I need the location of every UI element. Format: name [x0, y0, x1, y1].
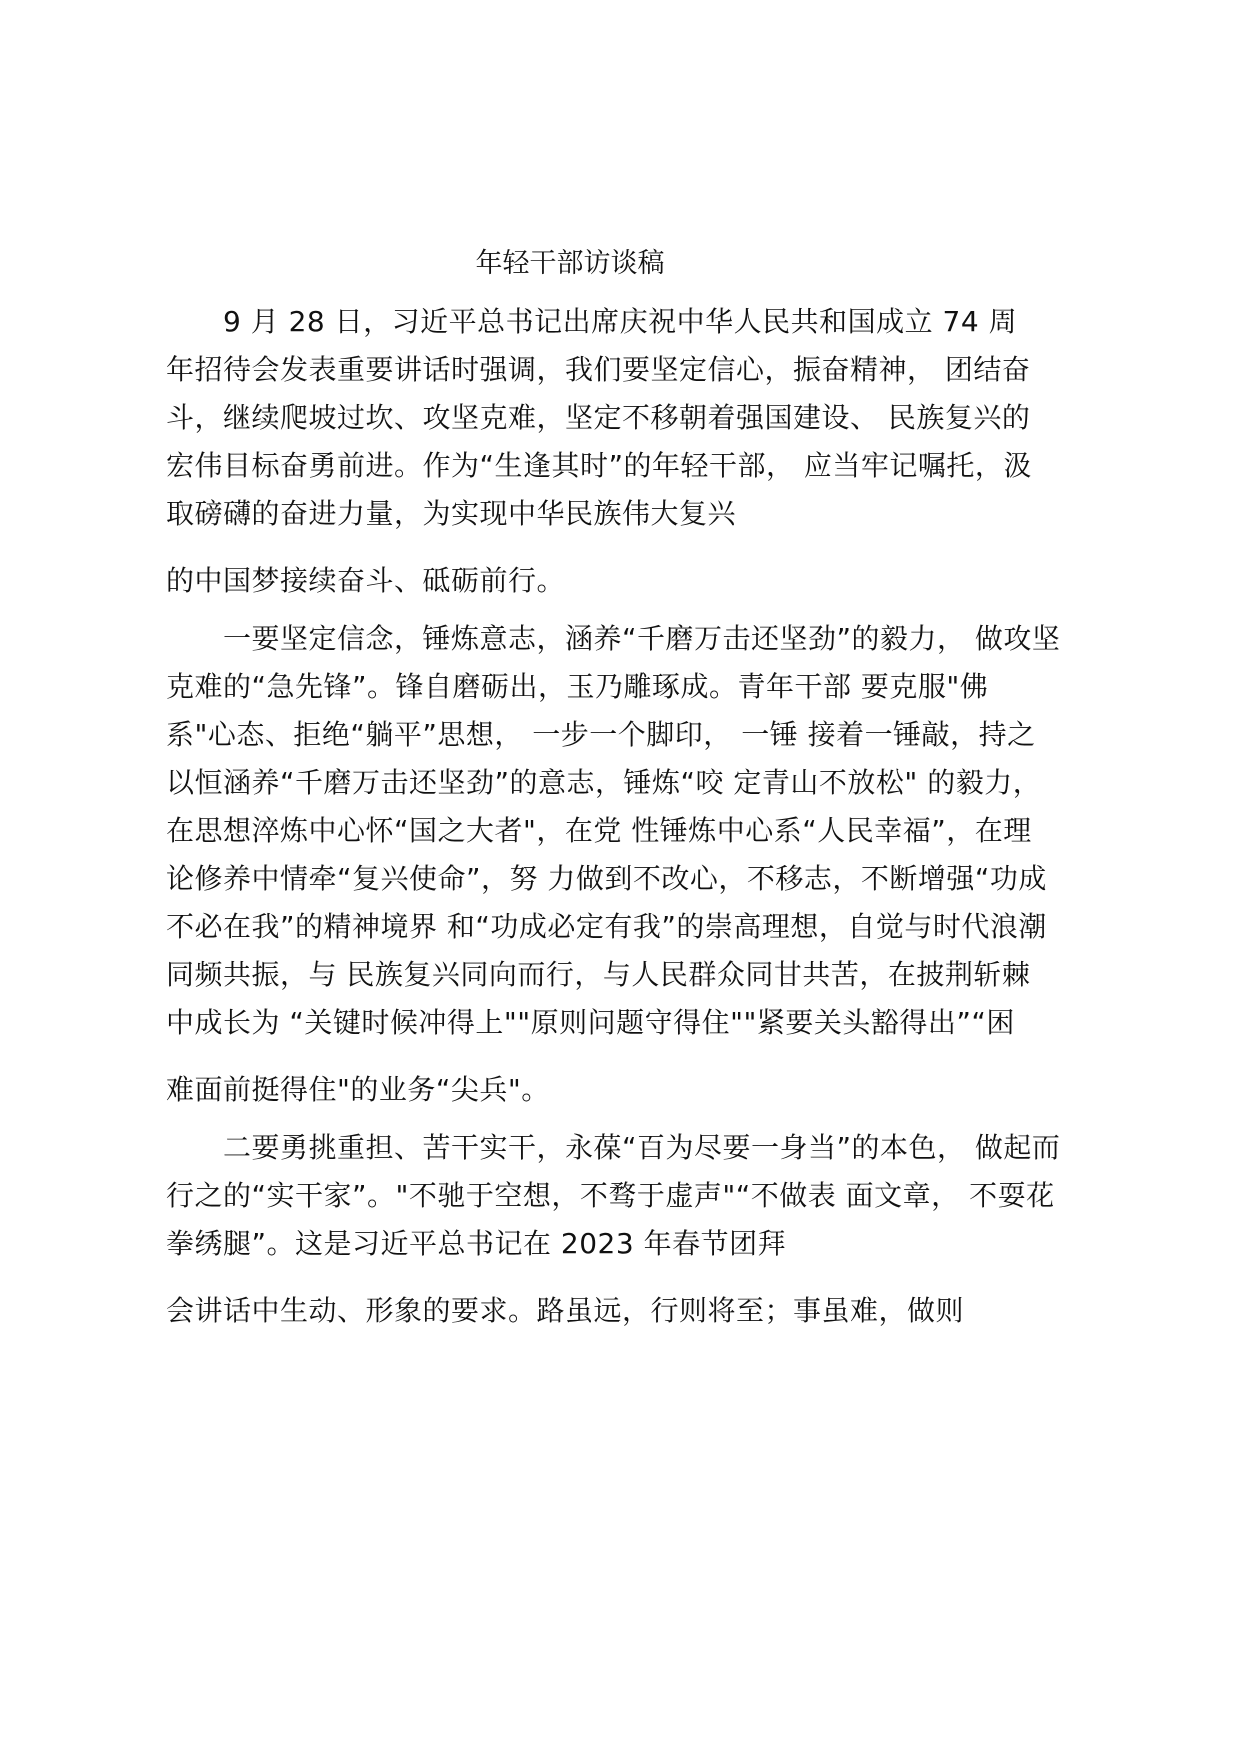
text-line-5: 取磅礴的奋进力量，为实现中华民族伟大复兴 [166, 497, 737, 530]
text-line-12: 论修养中情牵“复兴使命”，努 力做到不改心，不移志，不断增强“功成 [166, 862, 1047, 895]
text-line-10: 以恒涵养“千磨万击还坚劲”的意志，锤炼“咬 定青山不放松" 的毅力， [166, 766, 1042, 799]
text-line-3: 斗，继续爬坡过坎、攻坚克难，坚定不移朝着强国建设、 民族复兴的 [166, 401, 1031, 434]
text-line-1: 9 月 28 日，习近平总书记出席庆祝中华人民共和国成立 74 周 [166, 305, 1018, 338]
text-line-13: 不必在我”的精神境界 和“功成必定有我”的崇高理想，自觉与时代浪潮 [166, 910, 1047, 943]
text-line-20: 会讲话中生动、形象的要求。路虽远，行则将至；事虽难，做则 [166, 1294, 965, 1327]
text-line-17: 二要勇挑重担、苦干实干，永葆“百为尽要一身当”的本色， 做起而 [166, 1131, 1061, 1164]
text-line-19: 拳绣腿”。这是习近平总书记在 2023 年春节团拜 [166, 1227, 787, 1260]
text-line-4: 宏伟目标奋勇前进。作为“生逢其时”的年轻干部， 应当牢记嘱托，汲 [166, 449, 1032, 482]
text-line-6: 的中国梦接续奋斗、砥砺前行。 [166, 564, 566, 597]
text-line-9: 系"心态、拒绝“躺平”思想， 一步一个脚印， 一锤 接着一锤敲，持之 [166, 718, 1036, 751]
document-title: 年轻干部访谈稿 [475, 248, 665, 279]
text-line-15: 中成长为 “关键时候冲得上""原则问题守得住""紧要关头豁得出”“困 [166, 1006, 1015, 1039]
text-line-16: 难面前挺得住"的业务“尖兵"。 [166, 1073, 550, 1106]
text-line-7: 一要坚定信念，锤炼意志，涵养“千磨万击还坚劲”的毅力， 做攻坚 [166, 622, 1061, 655]
text-line-2: 年招待会发表重要讲话时强调，我们要坚定信心，振奋精神， 团结奋 [166, 353, 1031, 386]
text-line-11: 在思想淬炼中心怀“国之大者"，在党 性锤炼中心系“人民幸福”，在理 [166, 814, 1032, 847]
text-line-8: 克难的“急先锋”。锋自磨砺出，玉乃雕琢成。青年干部 要克服"佛 [166, 670, 989, 703]
text-line-14: 同频共振，与 民族复兴同向而行，与人民群众同甘共苦，在披荆斩棘 [166, 958, 1031, 991]
text-line-18: 行之的“实干家”。"不驰于空想，不骛于虚声"“不做表 面文章， 不耍花 [166, 1179, 1055, 1212]
